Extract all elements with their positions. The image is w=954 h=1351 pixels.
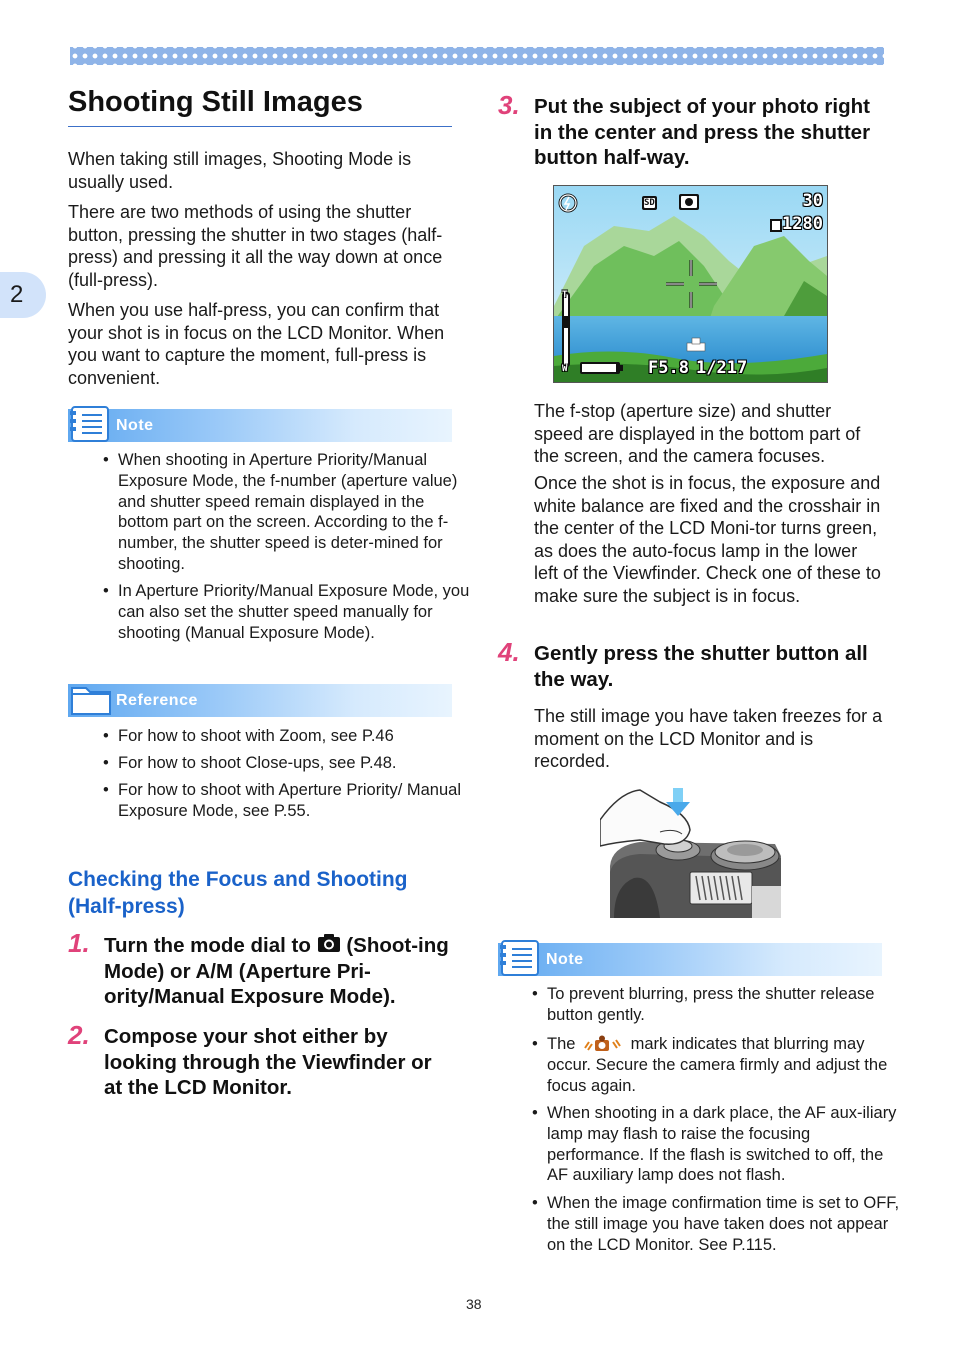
step-4-body: The still image you have taken freezes for a moment on the LCD Monitor and is recorded. <box>534 706 883 771</box>
reference-item: • For how to shoot with Aperture Priority/ Manual Exposure Mode, see P.55. <box>101 780 470 822</box>
note-item: • When shooting in a dark place, the AF aux-iliary lamp may flash to raise the focusing performance. If the flash is switched to off, the AF auxiliary lamp does not flash. <box>530 1103 901 1186</box>
step-4-text: Gently press the shutter button all the way. <box>534 642 868 691</box>
step-2-text: Compose your shot either by looking through the Viewfinder or at the LCD Monitor. <box>104 1025 432 1099</box>
lcd-aperture: F5.8 <box>648 358 689 378</box>
camera-shake-icon <box>583 1034 623 1054</box>
step-number: 4. <box>498 637 520 667</box>
shake-text-after: mark indicates that blurring may occur. Secure the camera firmly and adjust the focus again. <box>547 1035 888 1095</box>
step-1-text-before: Turn the mode dial to <box>104 934 311 957</box>
step-3-body-2: Once the shot is in focus, the exposure and white balance are fixed and the crosshair in the center of the LCD Moni-tor turns green, as does the auto-focus lamp in the lower left of the Viewfinder. Check one of these to make sure the subject is in focus. <box>534 473 881 606</box>
note-item-shake-warning <box>530 1034 901 1096</box>
lcd-zoom-tele: T <box>562 290 568 300</box>
folder-icon <box>68 680 114 718</box>
step-1-text-after: (Shoot-ing Mode) or A/M (Aperture Pri-ority/Manual Exposure Mode). <box>104 934 449 1008</box>
step-1-text <box>104 933 454 1010</box>
reference-item: • For how to shoot Close-ups, see P.48. <box>101 753 470 774</box>
camera-mode-icon <box>317 933 341 953</box>
note-label: Note <box>546 951 584 968</box>
chapter-tab: 2 <box>0 272 46 318</box>
reference-banner <box>68 684 452 717</box>
shake-text-before: The <box>547 1035 576 1053</box>
note-item: • In Aperture Priority/Manual Exposure Mode, you can also set the shutter speed manually for shooting (Manual Exposure Mode). <box>101 581 470 643</box>
page-title: Shooting Still Images <box>68 86 363 118</box>
lcd-shutter-speed: 1/217 <box>696 358 748 378</box>
step-3-body-1: The f-stop (aperture size) and shutter speed are displayed in the bottom part of the screen, and the camera focuses. <box>534 401 861 466</box>
note-item: • When the image confirmation time is set to OFF, the still image you have taken does not appear on the LCD Monitor. See P.115. <box>530 1193 901 1255</box>
note-item: • When shooting in Aperture Priority/Manual Exposure Mode, the f-number (aperture value) and shutter speed remain displayed in the bottom part on the screen. According to the f-number, the shutter speed is deter-mined for shooting. <box>101 450 470 575</box>
note-item: • To prevent blurring, press the shutter release button gently. <box>530 984 901 1026</box>
section-subheading: Checking the Focus and Shooting (Half-press) <box>68 868 408 918</box>
lcd-monitor-illustration <box>553 185 828 383</box>
step-number: 3. <box>498 90 520 120</box>
note-banner <box>498 943 882 976</box>
step-number: 2. <box>68 1020 90 1050</box>
lcd-zoom-wide: W <box>562 364 568 374</box>
step-3-text: Put the subject of your photo right in the center and press the shutter button half-way. <box>534 95 871 169</box>
lcd-image-size: 1280 <box>782 214 823 234</box>
reference-item: • For how to shoot with Zoom, see P.46 <box>101 726 470 747</box>
intro-paragraph-2: There are two methods of using the shutter button, pressing the shutter in two stages (half-press) and pressing it all the way down at once (full-press). <box>68 202 443 290</box>
note-label: Note <box>116 417 154 434</box>
note-banner <box>68 409 452 442</box>
shutter-press-illustration <box>600 786 781 918</box>
lcd-shots-remaining: 30 <box>802 191 823 211</box>
header-decoration-bar <box>70 47 884 65</box>
intro-paragraph-1: When taking still images, Shooting Mode is usually used. <box>68 149 412 192</box>
title-underline <box>68 126 452 127</box>
note-icon <box>498 939 542 977</box>
page-number: 38 <box>466 1296 482 1312</box>
intro-paragraph-3: When you use half-press, you can confirm that your shot is in focus on the LCD Monitor. When you want to capture the moment, full-press is convenient. <box>68 300 445 388</box>
step-number: 1. <box>68 928 90 958</box>
reference-label: Reference <box>116 692 198 709</box>
note-icon <box>68 405 112 443</box>
lcd-sd-icon: SD <box>644 198 655 208</box>
